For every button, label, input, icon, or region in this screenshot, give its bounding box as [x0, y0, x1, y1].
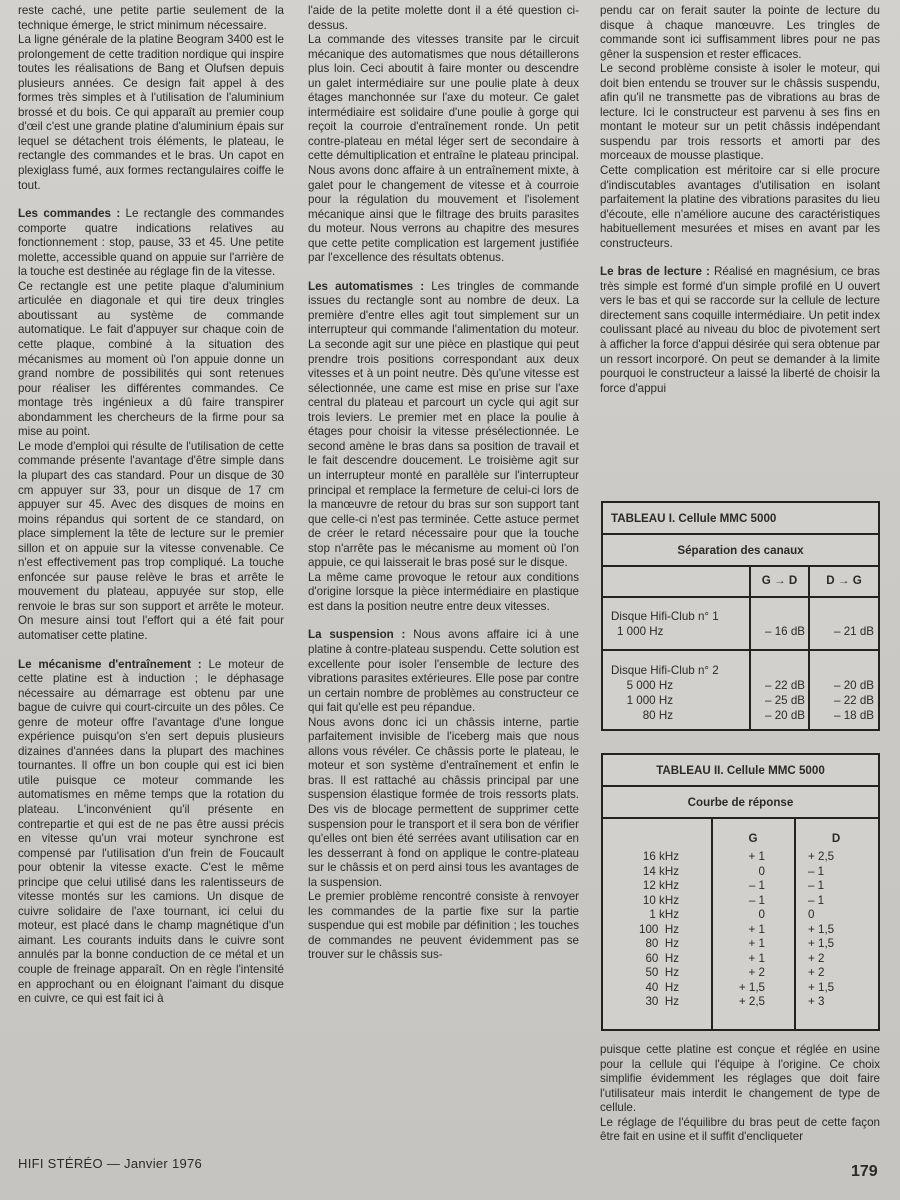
row-frequency: 80 Hz — [642, 709, 673, 722]
table-cell-d: + 1,5 — [808, 937, 835, 950]
table-subtitle: Séparation des canaux — [603, 535, 878, 567]
paragraph: pendu car on ferait sauter la pointe de lecture du disque à chaque manœuvre. Les tringles de commande sont ici suffisamment libres pour ne pas gêner la suspension et rester efficaces. — [600, 4, 880, 61]
table-cell-frequency: 14 kHz — [642, 864, 679, 878]
paragraph-text: Nous avons affaire ici à une platine à contre-plateau suspendu. Cette solution est excellente pour isoler l'ensemble de lecture des vibrations parasites extérieures. Elle pose par contre un certain nombre de problèmes au constructeur ce qui fait qu'elle est peu répandue. — [308, 628, 579, 715]
page-number: 179 — [851, 1163, 878, 1180]
paragraph: La ligne générale de la platine Beogram 3400 est le prolongement de cette tradition nordique qui inspire toutes les réalisations de Bang et Olufsen depuis plusieurs années. Ce design fait appel à des formes très simples et à l'utilisation de l'aluminium brossé et du bois. Ce qui apparaît au premier coup d'œil c'est une grande platine d'aluminium épais sur lequel se détachent trois éléments, le plateau, le rectangle des commandes et le bras. Un capot en plexiglass fumé, aux formes rectangulaires coiffe le tout. — [18, 33, 284, 192]
section-heading: La suspension : — [308, 628, 406, 642]
table-cell-d: 0 — [808, 908, 815, 921]
table-cell-frequency: 50 Hz — [645, 966, 679, 979]
paragraph: La commande des vitesses transite par le circuit mécanique des automatismes que nous détaillerons plus loin. Ceci aboutit à faire monter ou descendre un galet intermédiaire sur une poulie plate à deux étages manchonnée sur l'axe du moteur. Ce galet intermédiaire est solidaire d'une poulie à gorge qui reçoit la courroie d'entraînement ronde. Un petit contre-plateau en métal léger sert de secondaire à cette démultiplication et entraîne le plateau principal. Nous avons donc affaire à un entraînement mixte, à galet pour le changement de vitesse et à courroie pour la régulation du mouvement et l'isolement mécanique ainsi que le filtrage des bruits parasites du moteur. Nous verrons au chapitre des mesures que cette petite complication est largement justifiée par l'excellence des résultats obtenus. — [308, 33, 579, 265]
table-cell-g: + 1 — [748, 850, 765, 863]
paragraph: reste caché, une petite partie seulement de la technique émerge, le strict minimum nécessaire. — [18, 4, 284, 32]
paragraph: Le premier problème rencontré consiste à renvoyer les commandes de la partie fixe sur la partie suspendue qui est mobile par définition ; les touches de commandes ne peuvent évidemment pas se trouver sur le châssis sus- — [308, 890, 579, 962]
paragraph-text: Les tringles de commande issues du rectangle sont au nombre de deux. La première d'entre elles agit tout simplement sur un interrupteur qui commande l'alimentation du moteur. La seconde agit sur une pièce en plastique qui peut prendre trois positions correspondant aux deux vitesses et à un point neutre. Dès qu'une vitesse est sélectionnée, une came est mise en prise sur l'axe central du plateau et parcourt un cycle qui agit sur trois leviers. Le premier met en place la poulie à étages pour choisir la vitesse présélectionnée. Le second amène le bras dans sa position de travail et le fait descendre doucement. Le troisième agit sur un interrupteur monté en parallèle sur l'interrupteur principal et remplace la fermeture de celui-ci lors de la manœuvre de retour du bras sur son support tant que celle-ci n'est pas terminée. Cette astuce permet de créer le retard nécessaire pour que la touche stop n'arrête pas le mécanisme au moment où l'on appuie, ce qui laisserait le bras posé sur le disque. — [308, 279, 579, 570]
table-cell: – 22 dB — [765, 679, 805, 692]
table-cell-d: – 1 — [808, 879, 825, 892]
paragraph: Ce rectangle est une petite plaque d'aluminium articulée en diagonale et qui tire deux tringles aboutissant au système de commande automatique. Le fait d'appuyer sur chaque coin de cette plaque, combiné à la situation des mécanismes au moment où l'on appuie donne un grand nombre de possibilités qui sont retenues pour réaliser les différentes commandes. Ce montage très ingénieux a dû faire transpirer abondamment les chercheurs de la firme pour sa mise au point. — [18, 279, 284, 439]
table-grid — [603, 567, 878, 729]
section-heading: Les automatismes : — [308, 279, 425, 293]
table-cell: – 25 dB — [765, 694, 805, 707]
table-cell-d: – 1 — [808, 893, 825, 907]
table-cell-g: + 1,5 — [738, 980, 765, 994]
section-heading: Le mécanisme d'entraînement : — [18, 657, 202, 671]
magazine-footer: HIFI STÉRÉO — Janvier 1976 — [18, 1156, 203, 1171]
paragraph: Le réglage de l'équilibre du bras peut de cette façon être fait en usine et il suffit d'encliqueter — [600, 1115, 880, 1144]
table-cell-frequency: 12 kHz — [642, 879, 679, 892]
section-heading: Le bras de lecture : — [600, 265, 710, 279]
table-frequency-response — [601, 753, 880, 1031]
paragraph — [18, 207, 284, 280]
table-grid — [603, 819, 878, 1029]
paragraph: Le second problème consiste à isoler le moteur, qui doit bien entendu se trouver sur le châssis suspendu, afin qu'il ne transmette pas de vibrations au bras de lecture. Ici le constructeur est parvenu à ses fins en montant le moteur sur un petit châssis indépendant suspendu par trois ressorts et amorti par des morceaux de mousse plastique. — [600, 62, 880, 163]
table-cell-g: + 1 — [748, 951, 765, 965]
table-title: TABLEAU I. Cellule MMC 5000 — [603, 503, 878, 535]
column-header: G → D — [761, 574, 798, 587]
paragraph — [308, 280, 579, 571]
divider — [794, 819, 796, 1029]
divider — [711, 819, 713, 1029]
divider — [603, 596, 878, 598]
table-cell-frequency: 30 Hz — [645, 995, 679, 1008]
table-cell-d: – 1 — [808, 864, 825, 878]
paragraph: Le mode d'emploi qui résulte de l'utilisation de cette commande présente l'avantage d'être simple dans la plupart des cas standard. Pour un disque de 30 cm appuyer sur 33, pour un disque de 17 cm appuyer sur 45. Avec des disques de moins en moins répandus qui sortent de ce standard, on place simplement la tête de lecture sur le premier sillon et on appuie sur la vitesse convenable. Ce n'est effectivement pas trop compliqué. La touche enfoncée sur pause relève le bras et arrête le mouvement du plateau, appuyée sur stop, elle renvoie le bras sur son support et arrête le moteur. On mesure ainsi tout l'effort qui a été fait pour automatiser cette platine. — [18, 439, 284, 642]
table-cell-g: 0 — [758, 908, 765, 921]
section-heading: Les commandes : — [18, 207, 121, 221]
table-cell-g: + 2 — [748, 966, 765, 979]
paragraph-text: Réalisé en magnésium, ce bras très simple est formé d'un simple profilé en U ouvert vers le bas et qui se raccorde sur la cellule de lecture directement sans coquille intermédiaire. Un petit index coulissant placé au niveau du bloc de pivotement sert à afficher la force d'appui désirée qui sera obtenue par un ressort incorporé. On peut se demander à la limite pourquoi le constructeur a laissé la liberté de choisir la force d'appui — [600, 265, 880, 395]
table-cell-g: – 1 — [748, 879, 765, 892]
row-frequency: 5 000 Hz — [626, 679, 673, 692]
paragraph — [308, 628, 579, 715]
paragraph-text: Le moteur de cette platine est à induction ; le déphasage nécessaire au démarrage est obtenu par une bague de cuivre qui court-circuite un des pôles. Ce genre de moteur offre l'avantage d'une longue expérience puisqu'on s'en sert depuis plusieurs dizaines d'années dans la plupart des machines tournantes. Il offre un bon couple qui est ici bien utile puisque ce moteur commande les automatismes en même temps que la rotation du plateau. L'inconvénient qu'il présente en contrepartie et qui est de ne pas être aussi précis en vitesse qu'un vrai moteur synchrone est compensé par l'utilisation d'un frein de Foucault pour obtenir la vitesse exacte. C'est le même principe que celui utilisé dans les ralentisseurs de vitesse montés sur les camions. Un disque de cuivre solidaire de l'axe tournant, ici celui du moteur, est placé dans le champ magnétique d'un aimant. Les courants induits dans le cuivre sont annulés par la bonne conduction de ce métal et un couple de freinage apparaît. On en règle l'intensité en approchant ou en éloignant l'aimant du disque en cuivre, ce qui est fait ici à — [18, 657, 284, 1006]
row-label: Disque Hifi-Club n° 2 — [611, 664, 719, 677]
column-3-bottom — [600, 1043, 880, 1145]
table-cell-frequency: 1 kHz — [649, 908, 679, 921]
row-label: Disque Hifi-Club n° 1 — [611, 610, 719, 623]
column-3 — [600, 4, 880, 396]
table-cell-g: + 2,5 — [738, 995, 765, 1008]
table-cell-frequency: 60 Hz — [645, 951, 679, 965]
column-2 — [308, 4, 579, 963]
table-cell-g: + 1 — [748, 937, 765, 950]
table-cell-frequency: 80 Hz — [645, 937, 679, 950]
paragraph: La même came provoque le retour aux conditions d'origine lorsque la pièce intermédiaire en plastique est dans la position neutre entre deux vitesses. — [308, 570, 579, 613]
table-cell-d: + 1,5 — [808, 980, 835, 994]
column-header: D → G — [826, 574, 862, 587]
column-header-g: G — [748, 832, 758, 845]
table-channel-separation — [601, 501, 880, 731]
table-cell: – 20 dB — [834, 679, 874, 692]
table-cell: – 22 dB — [834, 694, 874, 707]
table-cell-d: + 2 — [808, 951, 825, 965]
table-cell-frequency: 100 Hz — [639, 922, 679, 936]
table-cell: – 21 dB — [834, 625, 874, 638]
divider — [603, 649, 878, 651]
table-cell-frequency: 10 kHz — [642, 893, 679, 907]
table-cell-g: + 1 — [748, 922, 765, 936]
table-cell-d: + 3 — [808, 995, 825, 1008]
table-title: TABLEAU II. Cellule MMC 5000 — [603, 755, 878, 787]
paragraph: puisque cette platine est conçue et réglée en usine pour la cellule qui l'équipe à l'origine. Ce choix simplifie évidemment les réglages que doit faire l'utilisateur mais interdit le changement de type de cellule. — [600, 1043, 880, 1115]
table-cell-d: + 1,5 — [808, 922, 835, 936]
paragraph: l'aide de la petite molette dont il a été question ci-dessus. — [308, 4, 579, 32]
table-cell-d: + 2 — [808, 966, 825, 979]
table-cell-frequency: 40 Hz — [645, 980, 679, 994]
paragraph — [600, 265, 880, 396]
table-cell-g: – 1 — [748, 893, 765, 907]
table-cell: – 20 dB — [765, 709, 805, 722]
column-header-d: D — [831, 832, 841, 845]
table-cell-frequency: 16 kHz — [642, 850, 679, 863]
table-subtitle: Courbe de réponse — [603, 787, 878, 819]
paragraph: Cette complication est méritoire car si elle procure d'indiscutables avantages d'utilisation en isolant parfaitement la platine des vibrations parasites du lieu d'écoute, elle n'améliore aucune des caractéristiques habituellement mesurées et mises en avant par les constructeurs. — [600, 164, 880, 250]
table-cell: – 18 dB — [834, 709, 874, 722]
row-frequency: 1 000 Hz — [617, 625, 664, 638]
column-1 — [18, 4, 284, 1007]
paragraph: Nous avons donc ici un châssis interne, partie parfaitement invisible de l'iceberg mais que nous allons vous révéler. Ce châssis porte le plateau, le moteur et son système d'entraînement et enfin le bras. Il est rattaché au châssis principal par une suspension élastique formée de trois ressorts plats. Des vis de blocage permettent de supprimer cette suspension pour le transport et il sera bon de vérifier qu'elles ont bien été serrées avant utilisation car en les desserrant à fond on applique le contre-plateau sur le châssis et on perd ainsi tous les avantages de la suspension. — [308, 715, 579, 889]
table-cell: – 16 dB — [765, 625, 805, 638]
table-cell-g: 0 — [758, 864, 765, 878]
row-frequency: 1 000 Hz — [626, 694, 673, 707]
paragraph — [18, 658, 284, 1007]
paragraph-text: Le rectangle des commandes comporte quatre indications relatives au fonctionnement : stop, pause, 33 et 45. Une petite molette, accessible quand on appuie sur l'arrière de la touche est destinée au réglage fin de la vitesse. — [18, 207, 284, 279]
table-cell-d: + 2,5 — [808, 850, 835, 863]
